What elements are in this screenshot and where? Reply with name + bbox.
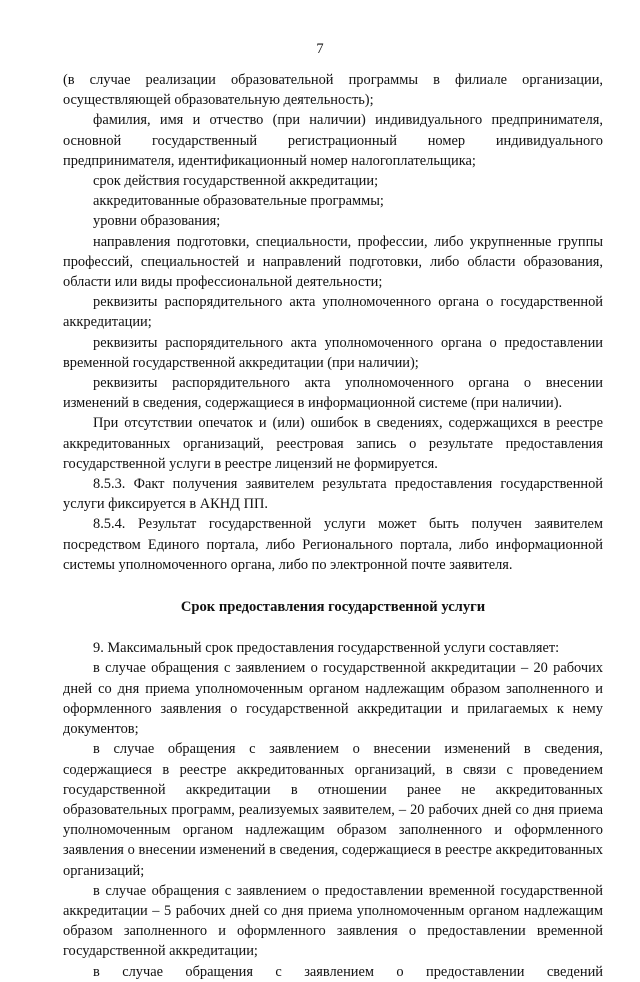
- section-heading: Срок предоставления государственной услуги: [180, 599, 486, 616]
- paragraph: реквизиты распорядительного акта уполномоченного органа о предоставлении временной государственной аккредитации (при наличии);: [63, 334, 603, 371]
- paragraph: уровни образования;: [93, 213, 221, 230]
- page-number: 7: [316, 41, 324, 57]
- paragraph: срок действия государственной аккредитации;: [93, 173, 379, 190]
- paragraph: реквизиты распорядительного акта уполномоченного органа о внесении изменений в сведения, содержащиеся в информационной системе (при наличии).: [63, 375, 603, 412]
- paragraph: реквизиты распорядительного акта уполномоченного органа о государственной аккредитации;: [63, 294, 603, 331]
- paragraph: 8.5.3. Факт получения заявителем результата предоставления государственной услуги фиксируется в АКНД ПП.: [63, 476, 603, 513]
- paragraph: в случае обращения с заявлением о предоставлении временной государственной аккредитации – 5 рабочих дней со дня приема уполномоченным органом надлежащим образом заполненного и оформленного заявления о предоставлении временной государственной аккредитации;: [63, 882, 603, 960]
- paragraph: в случае обращения с заявлением о предоставлении сведений: [93, 963, 603, 980]
- paragraph: аккредитованные образовательные программы;: [93, 193, 384, 210]
- paragraph: (в случае реализации образовательной программы в филиале организации, осуществляющей образовательную деятельность);: [63, 72, 603, 109]
- paragraph: направления подготовки, специальности, профессии, либо укрупненные группы профессий, специальностей и направлений подготовки, либо области образования, области или виды профессиональной деятельности;: [63, 233, 603, 291]
- paragraph: фамилия, имя и отчество (при наличии) индивидуального предпринимателя, основной государственный регистрационный номер индивидуального предпринимателя, идентификационный номер налогоплательщика;: [63, 112, 603, 169]
- paragraph: в случае обращения с заявлением о внесении изменений в сведения, содержащиеся в реестре аккредитованных организаций, в связи с проведением государственной аккредитации в отношении ранее не аккредитованных образовательных программ, реализуемых заявителем, – 20 рабочих дней со дня приема уполномоченным органом надлежащим образом заполненного и оформленного заявления о внесении изменений в сведения, содержащиеся в реестре аккредитованных организаций;: [63, 741, 603, 879]
- document-body: [63, 70, 603, 982]
- paragraph: в случае обращения с заявлением о государственной аккредитации – 20 рабочих дней со дня приема уполномоченным органом надлежащим образом заполненного и оформленного заявления о государственной аккредитации и прилагаемых к нему документов;: [63, 660, 603, 738]
- paragraph: При отсутствии опечаток и (или) ошибок в сведениях, содержащихся в реестре аккредитованных организаций, реестровая запись о результате предоставления государственной услуги в реестре лицензий не формируется.: [63, 415, 603, 472]
- paragraph: 9. Максимальный срок предоставления государственной услуги составляет:: [93, 640, 560, 657]
- paragraph: 8.5.4. Результат государственной услуги может быть получен заявителем посредством Единого портала, либо Регионального портала, либо информационной системы уполномоченного органа, либо по электронной почте заявителя.: [63, 516, 603, 573]
